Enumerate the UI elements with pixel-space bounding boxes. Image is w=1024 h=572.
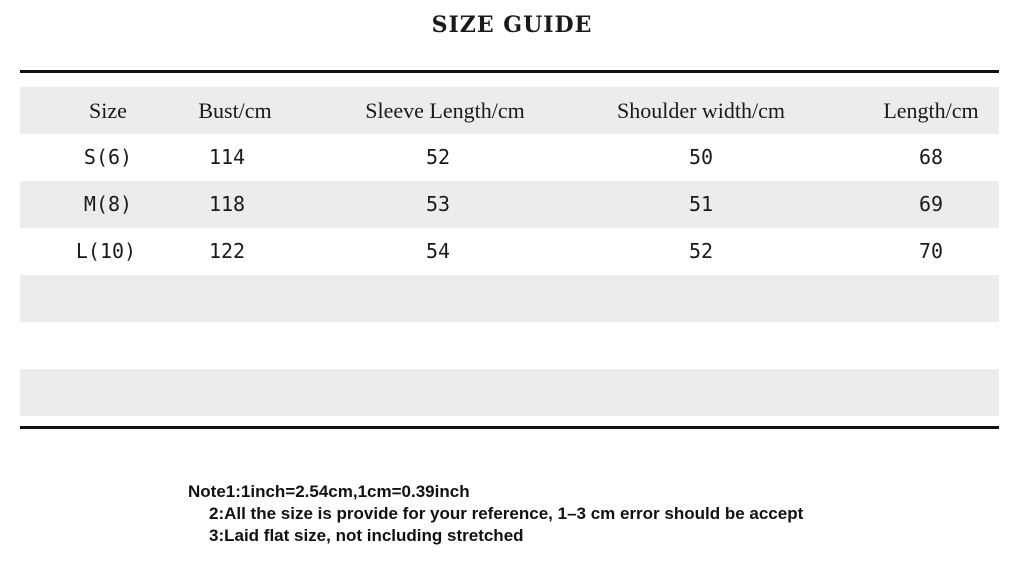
sleeve-length-cell: 54 [425,239,451,263]
table-bottom-rule [20,426,999,429]
shoulder-width-cell: 50 [688,145,714,169]
size-notes [188,481,803,547]
note-conversion: Note1:1inch=2.54cm,1cm=0.39inch [188,482,470,501]
shoulder-width-cell: 51 [688,192,714,216]
bust-cell: 122 [208,239,246,263]
note-laid-flat: 3:Laid flat size, not including stretched [209,526,524,545]
table-row [20,181,999,228]
column-header-bust: Bust/cm [198,98,272,123]
column-header-shoulder-width: Shoulder width/cm [616,98,786,123]
size-cell: L(10) [75,239,137,263]
empty-table-row [20,275,999,322]
length-cell: 70 [918,239,944,263]
column-header-length: Length/cm [883,98,979,123]
note-reference-error: 2:All the size is provide for your reference, 1–3 cm error should be accept [209,504,804,523]
table-row [20,228,999,275]
length-cell: 69 [918,192,944,216]
bust-cell: 114 [208,145,246,169]
size-cell: M(8) [83,192,133,216]
empty-table-row [20,369,999,416]
shoulder-width-cell: 52 [688,239,714,263]
empty-table-row [20,322,999,369]
size-cell: S(6) [83,145,133,169]
table-row [20,134,999,181]
length-cell: 68 [918,145,944,169]
column-header-size: Size [89,98,127,123]
sleeve-length-cell: 52 [425,145,451,169]
table-header-row [20,87,999,134]
bust-cell: 118 [208,192,246,216]
sleeve-length-cell: 53 [425,192,451,216]
column-header-sleeve-length: Sleeve Length/cm [365,98,525,123]
size-guide-title: SIZE GUIDE [431,12,593,38]
table-top-rule [20,70,999,73]
